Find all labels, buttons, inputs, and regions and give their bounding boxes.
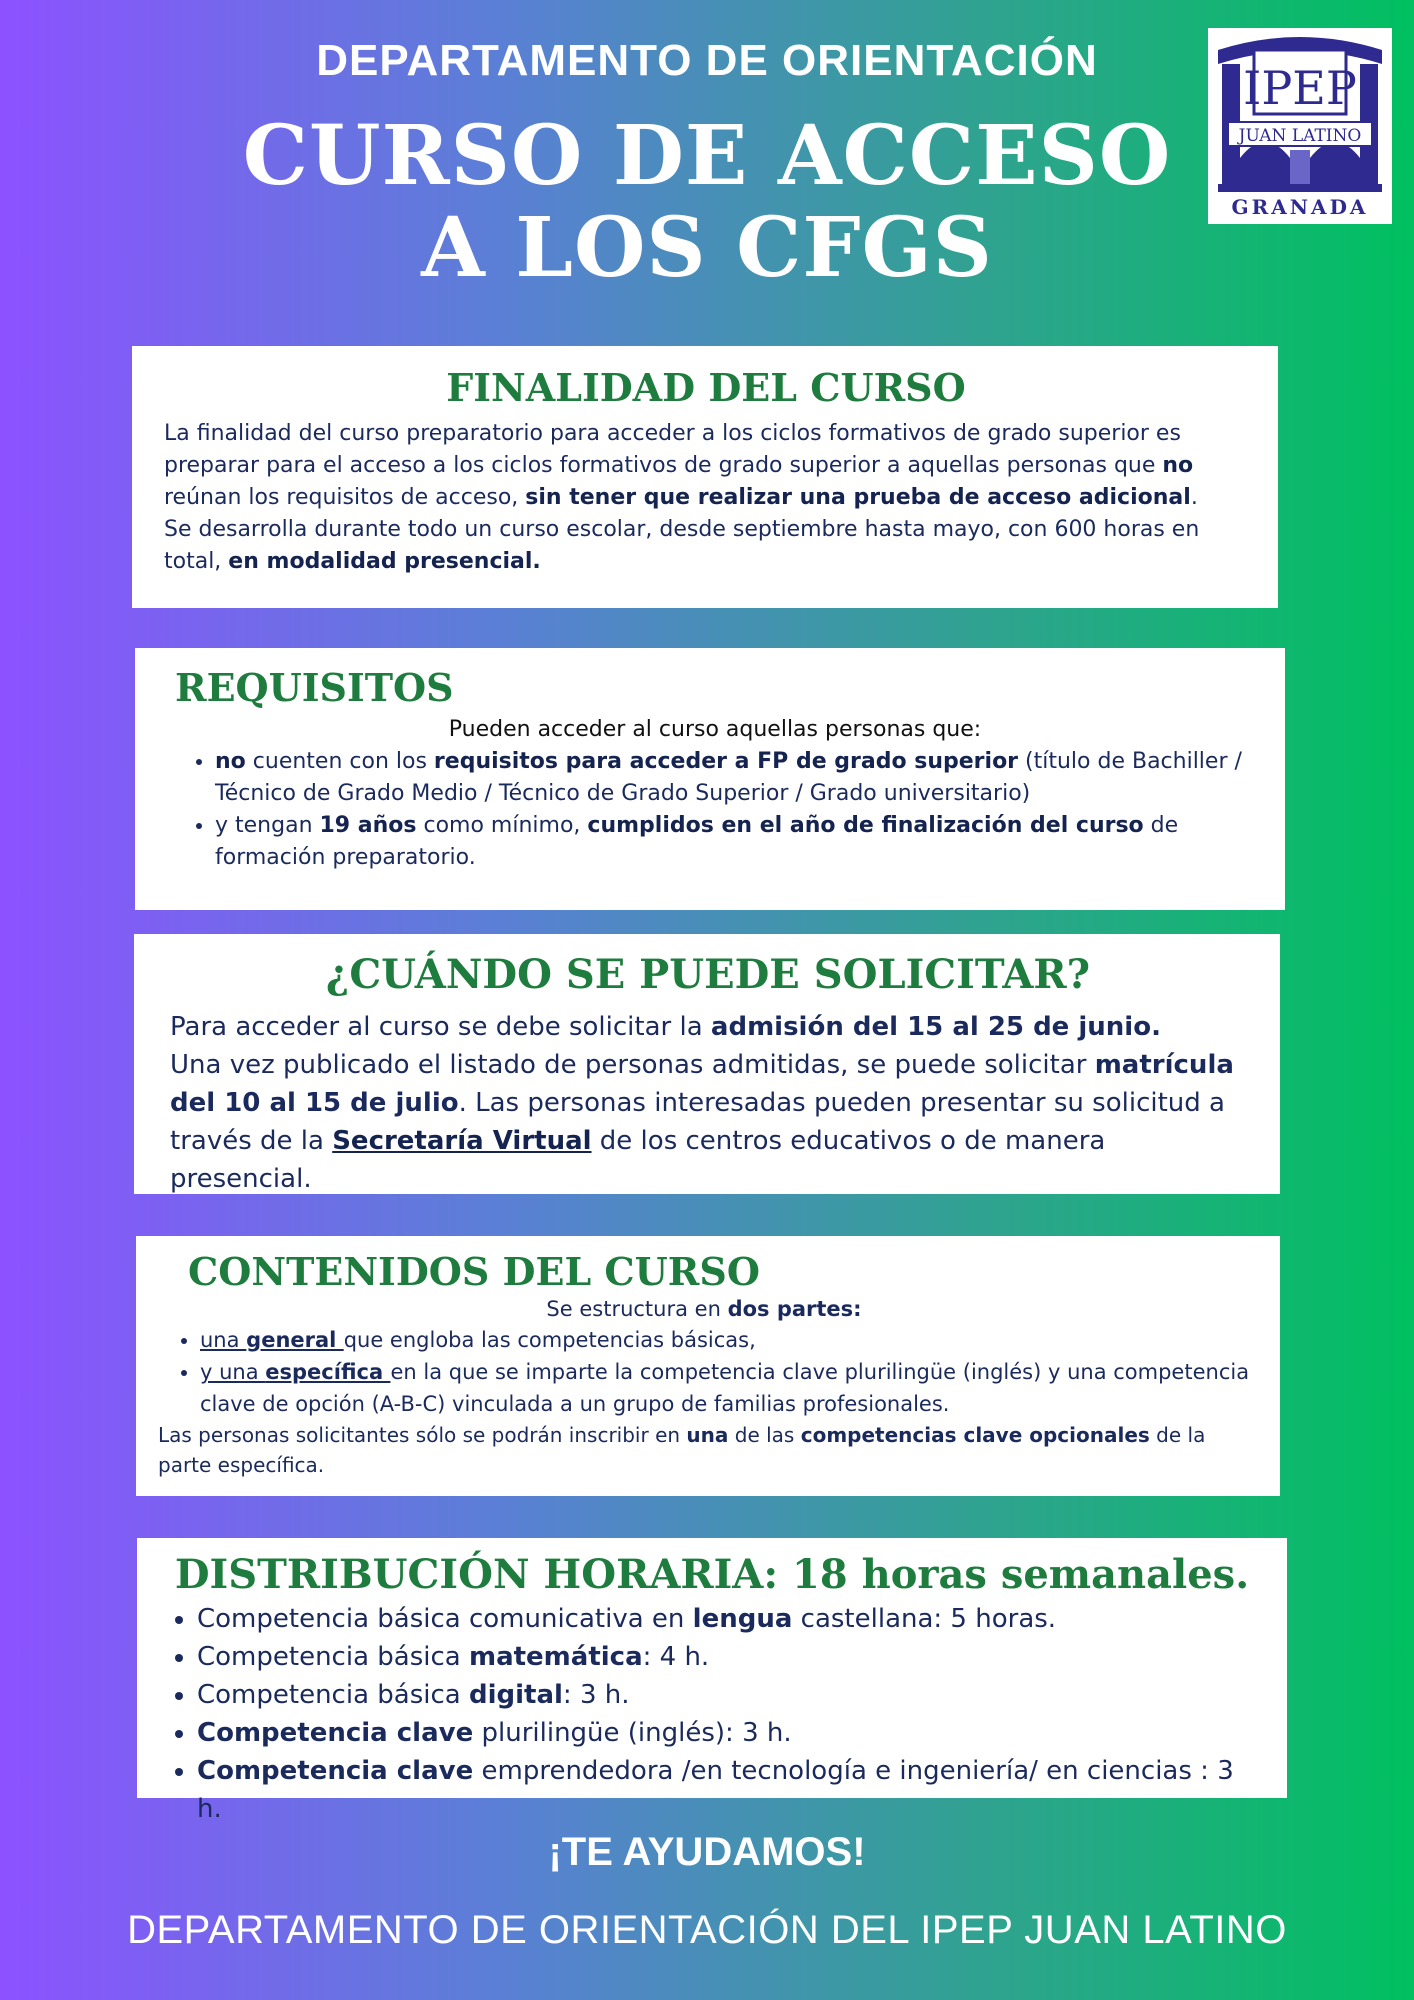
logo-acronym: IPEP xyxy=(1243,61,1357,115)
contenidos-list xyxy=(158,1324,1250,1420)
list-item: • Competencia clave plurilingüe (inglés): 3 h. xyxy=(197,1714,1257,1752)
page-title xyxy=(0,110,1414,294)
solicitar-heading: ¿CUÁNDO SE PUEDE SOLICITAR? xyxy=(325,951,1091,998)
list-item: • una general que engloba las competencias básicas, xyxy=(200,1324,1250,1356)
distribucion-card xyxy=(137,1538,1287,1824)
contenidos-note: Las personas solicitantes sólo se podrán inscribir en una de las competencias clave opcionales de la parte específica. xyxy=(158,1423,1206,1477)
requisitos-heading: REQUISITOS xyxy=(175,665,454,710)
footer-department: DEPARTAMENTO DE ORIENTACIÓN DEL IPEP JUAN LATINO xyxy=(127,1908,1287,1952)
solicitar-text: Para acceder al curso se debe solicitar la admisión del 15 al 25 de junio. Una vez publicado el listado de personas admitidas, se puede solicitar matrícula del 10 al 15 de julio. Las personas interesadas pueden presentar su solicitud a través de la Secretaría Virtual de los centros educativos o de manera presencial. xyxy=(170,1012,1234,1194)
distribucion-heading: DISTRIBUCIÓN HORARIA: 18 horas semanales. xyxy=(174,1551,1250,1598)
requisitos-card xyxy=(135,648,1285,910)
list-item: • Competencia básica matemática: 4 h. xyxy=(197,1638,1257,1676)
contenidos-card xyxy=(136,1236,1280,1496)
finalidad-heading: FINALIDAD DEL CURSO xyxy=(446,365,966,410)
finalidad-card xyxy=(132,346,1278,608)
logo-name: JUAN LATINO xyxy=(1238,126,1362,146)
department-header: DEPARTAMENTO DE ORIENTACIÓN xyxy=(316,36,1098,85)
help-banner: ¡TE AYUDAMOS! xyxy=(548,1830,866,1874)
list-item: • y una específica en la que se imparte la competencia clave plurilingüe (inglés) y una competencia clave de opción (A-B-C) vinculada a un grupo de familias profesionales. xyxy=(200,1356,1250,1420)
title-line-2: A LOS CFGS xyxy=(421,200,993,296)
secretaria-virtual-link[interactable]: Secretaría Virtual xyxy=(332,1126,592,1156)
list-item: • Competencia básica digital: 3 h. xyxy=(197,1676,1257,1714)
solicitar-card xyxy=(134,934,1280,1194)
title-line-1: CURSO DE ACCESO xyxy=(242,108,1172,204)
requisitos-list xyxy=(175,746,1255,874)
list-item: • y tengan 19 años como mínimo, cumplidos en el año de finalización del curso de formación preparatorio. xyxy=(215,810,1255,874)
list-item: • Competencia clave emprendedora /en tecnología e ingeniería/ en ciencias : 3 h. xyxy=(197,1752,1257,1828)
list-item: • Competencia básica comunicativa en lengua castellana: 5 horas. xyxy=(197,1600,1257,1638)
list-item: • no cuenten con los requisitos para acceder a FP de grado superior (título de Bachiller / Técnico de Grado Medio / Técnico de Grado Superior / Grado universitario) xyxy=(215,746,1255,810)
requisitos-intro: Pueden acceder al curso aquellas personas que: xyxy=(448,717,982,742)
ipep-logo xyxy=(1208,28,1392,224)
contenidos-intro: Se estructura en dos partes: xyxy=(546,1297,862,1321)
contenidos-heading: CONTENIDOS DEL CURSO xyxy=(188,1249,760,1294)
distribucion-list xyxy=(167,1600,1257,1828)
logo-city: GRANADA xyxy=(1231,195,1369,219)
finalidad-text: La finalidad del curso preparatorio para acceder a los ciclos formativos de grado superior es preparar para el acceso a los ciclos formativos de grado superior a aquellas personas que no reúnan los requisitos de acceso, sin tener que realizar una prueba de acceso adicional. Se desarrolla durante todo un curso escolar, desde septiembre hasta mayo, con 600 horas en total, en modalidad presencial. xyxy=(164,421,1200,574)
